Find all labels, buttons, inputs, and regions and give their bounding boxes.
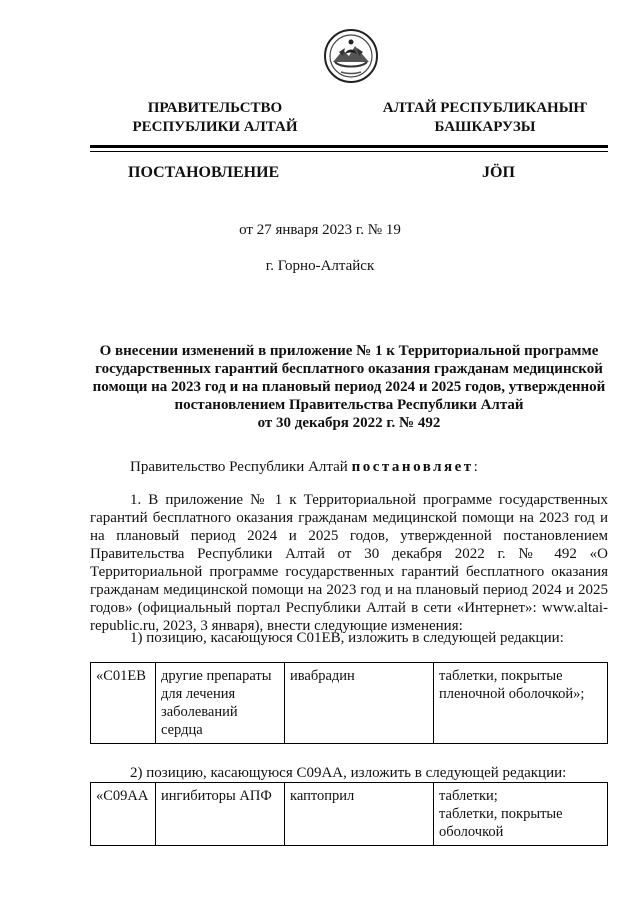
gov-left-line2: РЕСПУБЛИКИ АЛТАЙ: [132, 119, 298, 135]
document-date-number: от 27 января 2023 г. № 19: [239, 222, 401, 238]
altai-republic-emblem-icon: [323, 28, 379, 84]
document-city: г. Горно-Алтайск: [265, 258, 375, 274]
document-title: [90, 342, 608, 432]
preamble-decree-word: постановляет: [351, 459, 474, 475]
sub-item-2: 2) позицию, касающуюся C09AA, изложить в следующей редакции:: [130, 765, 567, 781]
atc-code-cell: «C01EB: [91, 663, 156, 744]
doc-type-altai: JӦП: [482, 164, 515, 181]
title-line: от 30 декабря 2022 г. № 492: [257, 415, 441, 431]
title-line: государственных гарантий бесплатного оказания гражданам медицинской: [95, 361, 603, 377]
government-name-altai: [380, 99, 590, 137]
table-row: [91, 663, 608, 744]
title-line: постановлением Правительства Республики Алтай: [174, 397, 524, 413]
header-rule-thick: [90, 145, 608, 148]
title-line: помощи на 2023 год и на плановый период 2024 и 2025 годов, утвержденной: [92, 379, 606, 395]
doc-type-russian: ПОСТАНОВЛЕНИЕ: [128, 164, 280, 181]
dosage-form-cell: таблетки, покрытые пленочной оболочкой»;: [434, 663, 608, 744]
gov-right-line1: АЛТАЙ РЕСПУБЛИКАНЫҤ: [382, 100, 588, 116]
sub-item-1: 1) позицию, касающуюся C01EB, изложить в следующей редакции:: [130, 630, 564, 646]
dosage-form-line: таблетки, покрытые оболочкой: [439, 806, 563, 840]
drug-group-cell: ингибиторы АПФ: [156, 783, 285, 846]
preamble-start: Правительство Республики Алтай: [130, 459, 352, 475]
item-1-paragraph: 1. В приложение № 1 к Территориальной программе государственных гарантий бесплатного оказания гражданам медицинской помощи на 2023 год и на плановый период 2024 и 2025 годов, утвержденной постановлением Правительства Республики Алтай от 30 декабря 2022 г. № 492 «О Территориальной программе государственных гарантий бесплатного оказания гражданам медицинской помощи на 2023 год и на плановый период 2024 и 2025 годов» (официальный портал Республики Алтай в сети «Интернет»: www.altai-republic.ru, 2023, 3 января), внести следующие изменения:: [90, 492, 608, 634]
drug-table-c01eb: [90, 662, 608, 744]
dosage-form-cell: [434, 783, 608, 846]
drug-table-c09aa: [90, 782, 608, 846]
table-row: [91, 783, 608, 846]
atc-code-cell: «C09AA: [91, 783, 156, 846]
drug-name-cell: ивабрадин: [285, 663, 434, 744]
gov-right-line2: БАШКАРУЗЫ: [434, 119, 536, 135]
drug-name-cell: каптоприл: [285, 783, 434, 846]
gov-left-line1: ПРАВИТЕЛЬСТВО: [147, 100, 283, 116]
government-name-russian: [110, 99, 320, 137]
title-line: О внесении изменений в приложение № 1 к Территориальной программе: [99, 343, 599, 359]
preamble: [90, 458, 608, 476]
header-rule-thin: [90, 151, 608, 152]
drug-group-cell: другие препараты для лечения заболеваний сердца: [156, 663, 285, 744]
preamble-end: :: [473, 459, 478, 475]
dosage-form-line: таблетки;: [439, 788, 498, 804]
